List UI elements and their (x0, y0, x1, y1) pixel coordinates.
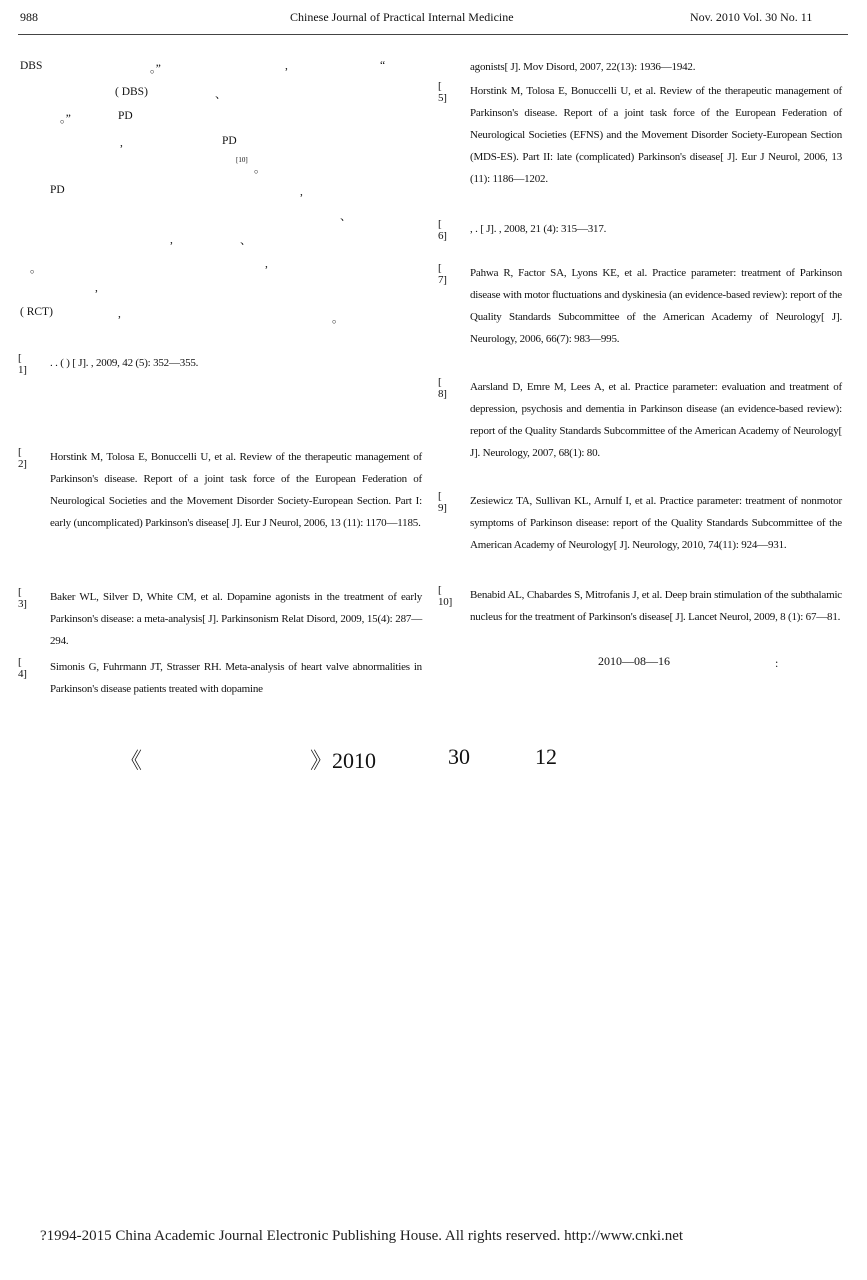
body-fragment: , (120, 137, 123, 149)
reference-number: [ 8] (438, 376, 447, 400)
reference-text: Horstink M, Tolosa E, Bonuccelli U, et al. Review of the therapeutic management of Parkinson's disease. Report of a joint task force of the European Federation of Neurological Societies (EFNS) and the Movement Disorder Society-European Section (MDS-ES). Part II: late (complicated) Parkinson's disease[ J]. Eur J Neurol, 2006, 13 (11): 1186—1202. (470, 85, 842, 185)
reference-text: . . ( ) [ J]. , 2009, 42 (5): 352—355. (50, 357, 199, 369)
body-fragment: ( DBS) (115, 86, 148, 98)
body-fragment: 。 (30, 263, 42, 275)
page-number: 988 (20, 10, 38, 24)
journal-title: Chinese Journal of Practical Internal Medicine (290, 10, 514, 24)
body-fragment: , (285, 60, 288, 72)
announcement-volume: 30 (448, 744, 470, 769)
reference-text: Baker WL, Silver D, White CM, et al. Dopamine agonists in the treatment of early Parkinson's disease: a meta-analysis[ J]. Parkinsonism Relat Disord, 2009, 15(4): 287—294. (50, 591, 422, 647)
copyright-footer: ?1994-2015 China Academic Journal Electronic Publishing House. All rights reserved. http://www.cnki.net (40, 1228, 684, 1244)
reference-text: Simonis G, Fuhrmann JT, Strasser RH. Meta-analysis of heart valve abnormalities in Parkinson's disease patients treated with dopamine (50, 661, 422, 695)
body-fragment: “ (380, 60, 386, 72)
announcement-year: 》2010 (310, 748, 377, 773)
reference-text: Horstink M, Tolosa E, Bonuccelli U, et al. Review of the therapeutic management of Parkinson's disease. Report of a joint task force of the European Federation of Neurological Societies and the Movement Disorder Society-European Section. Part I: early (uncomplicated) Parkinson's disease[ J]. Eur J Neurol, 2006, 13 (11): 1170—1185. (50, 451, 422, 529)
body-fragment: DBS (20, 60, 43, 72)
reference-number: [ 4] (18, 656, 27, 680)
header-rule (18, 34, 848, 35)
reference-number: [ 10] (438, 584, 453, 608)
body-fragment: , (170, 234, 173, 246)
body-fragment: , (118, 308, 121, 320)
reference-number: [ 3] (18, 586, 27, 610)
body-fragment: 。” (60, 113, 71, 125)
reference-text: Aarsland D, Emre M, Lees A, et al. Practice parameter: evaluation and treatment of depression, psychosis and dementia in Parkinson disease (an evidence-based review): report of the Quality Standards Subcommittee of the American Academy of Neurology[ J]. Neurology, 2007, 68(1): 80. (470, 381, 842, 459)
body-fragment: , (265, 258, 268, 270)
body-fragment: ( RCT) (20, 306, 53, 318)
received-label: : (775, 656, 779, 670)
body-fragment: 、 (340, 211, 352, 223)
body-fragment: 、 (240, 235, 252, 247)
body-fragment: PD (222, 135, 237, 147)
body-fragment: 。” (150, 63, 161, 75)
issue-info: Nov. 2010 Vol. 30 No. 11 (690, 10, 813, 24)
body-fragment: , (300, 186, 303, 198)
reference-number: [ 6] (438, 218, 447, 242)
body-fragment: PD (118, 110, 133, 122)
reference-text: Benabid AL, Chabardes S, Mitrofanis J, et al. Deep brain stimulation of the subthalamic nucleus for the treatment of Parkinson's disease[ J]. Lancet Neurol, 2009, 8 (1): 67—81. (470, 589, 842, 623)
announcement-open-bracket: 《 (120, 748, 143, 773)
body-fragment: 。 (254, 163, 266, 175)
reference-text: , . [ J]. , 2008, 21 (4): 315—317. (470, 223, 607, 235)
reference-number: [ 9] (438, 490, 447, 514)
reference-number: [ 5] (438, 80, 447, 104)
body-fragment: PD (50, 184, 65, 196)
received-date: 2010—08—16 (598, 654, 670, 668)
body-fragment: , (95, 282, 98, 294)
body-fragment: 。 (332, 313, 344, 325)
body-fragment: 、 (215, 89, 227, 101)
reference-number: [ 1] (18, 352, 27, 376)
reference-text: Pahwa R, Factor SA, Lyons KE, et al. Practice parameter: treatment of Parkinson disease with motor fluctuations and dyskinesia (an evidence-based review): report of the Quality Standards Subcommittee of the American Academy of Neurology[ J]. Neurology, 2006, 66(7): 983—995. (470, 267, 842, 345)
reference-text: Zesiewicz TA, Sullivan KL, Arnulf I, et al. Practice parameter: treatment of nonmotor symptoms of Parkinson disease: report of the Quality Standards Subcommittee of the American Academy of Neurology[ J]. Neurology, 2010, 74(11): 924—931. (470, 495, 842, 551)
reference-number: [ 7] (438, 262, 447, 286)
reference-number: [ 2] (18, 446, 27, 470)
announcement-issue: 12 (535, 744, 557, 769)
citation-marker: [10] (236, 156, 248, 164)
reference-text: agonists[ J]. Mov Disord, 2007, 22(13): 1936—1942. (470, 61, 696, 73)
